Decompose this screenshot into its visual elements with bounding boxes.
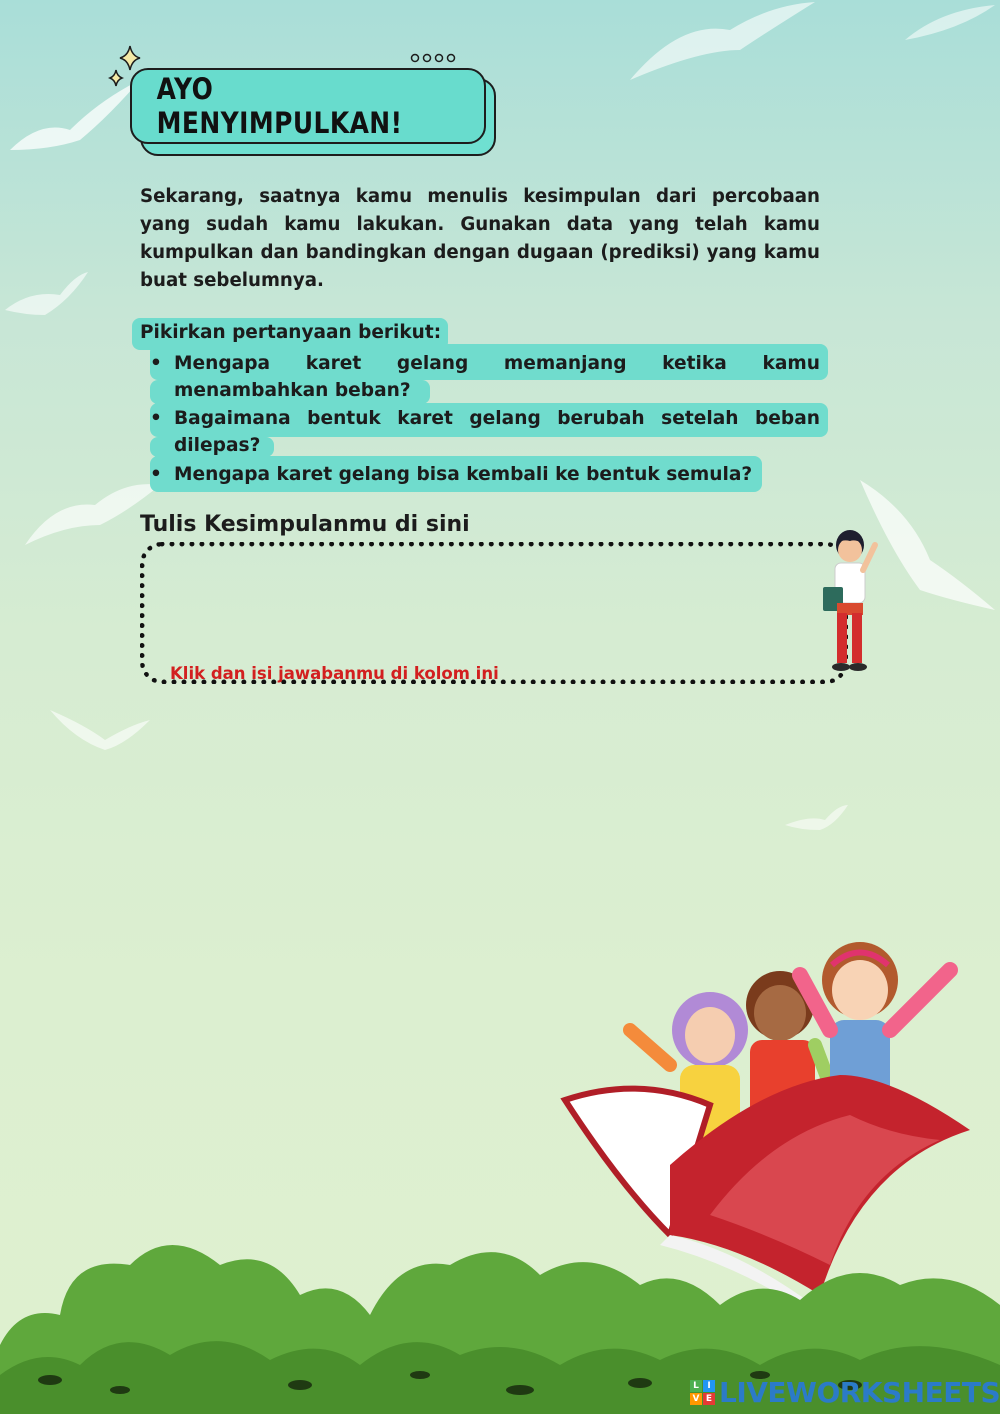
question-text: Bagaimana bentuk karet gelang berubah setelah beban dilepas? bbox=[174, 408, 820, 456]
student-boy-illustration bbox=[815, 525, 890, 680]
bullet-icon: • bbox=[150, 464, 162, 485]
seagull-illustration bbox=[620, 0, 820, 90]
title-box bbox=[130, 68, 486, 144]
logo-letter-blocks bbox=[690, 1380, 715, 1405]
logo-letter: I bbox=[703, 1380, 715, 1392]
bullet-icon: • bbox=[150, 408, 162, 429]
liveworksheets-logo bbox=[690, 1376, 1000, 1409]
seagull-illustration bbox=[900, 0, 1000, 60]
list-item bbox=[150, 405, 820, 459]
intro-paragraph: Sekarang, saatnya kamu menulis kesimpulan dari percobaan yang sudah kamu lakukan. Gunakan data yang telah kamu kumpulkan dan bandingkan dengan dugaan (prediksi) yang kamu buat sebelumnya. bbox=[140, 186, 820, 291]
seagull-illustration bbox=[15, 460, 165, 560]
seagull-illustration bbox=[45, 700, 155, 760]
list-item bbox=[150, 350, 820, 404]
bullet-icon: • bbox=[150, 353, 162, 374]
logo-letter: L bbox=[690, 1380, 702, 1392]
list-item bbox=[150, 461, 820, 488]
answer-label: Tulis Kesimpulanmu di sini bbox=[140, 512, 470, 537]
question-text: Mengapa karet gelang memanjang ketika kamu menambahkan beban? bbox=[174, 353, 820, 401]
seagull-illustration bbox=[0, 270, 90, 340]
logo-letter: V bbox=[690, 1393, 702, 1405]
answer-input[interactable] bbox=[140, 542, 848, 684]
seagull-illustration bbox=[780, 800, 850, 840]
page-title: AYO MENYIMPULKAN! bbox=[156, 72, 403, 140]
questions-title: Pikirkan pertanyaan berikut: bbox=[140, 322, 442, 343]
brand-name: LIVEWORKSHEETS bbox=[719, 1376, 1000, 1409]
question-text: Mengapa karet gelang bisa kembali ke bentuk semula? bbox=[174, 464, 753, 485]
answer-hint: Klik dan isi jawabanmu di kolom ini bbox=[170, 664, 499, 683]
logo-letter: E bbox=[703, 1393, 715, 1405]
dots-decoration-icon bbox=[410, 52, 456, 64]
